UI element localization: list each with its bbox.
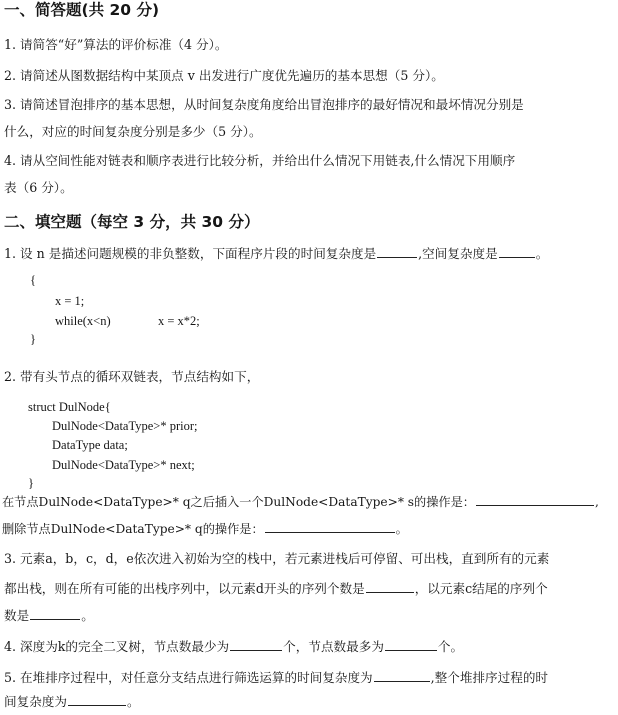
fill-5-text-a: 5. 在堆排序过程中，对任意分支结点进行筛选运算的时间复杂度为 <box>4 670 373 685</box>
fill-3-blank-d-first[interactable] <box>366 580 414 593</box>
section1-title: 一、简答题(共 20 分) <box>4 1 160 19</box>
fill-5-blank-heapsort[interactable] <box>68 693 126 706</box>
code2-line-1: struct DulNode{ <box>28 400 111 414</box>
fill-3-text-d: 。 <box>81 608 94 623</box>
fill-4 <box>4 638 463 656</box>
code1-line-1: { <box>30 273 36 287</box>
fill-2-intro: 2. 带有头节点的循环双链表，节点结构如下， <box>4 369 260 384</box>
fill-4-blank-min[interactable] <box>230 638 282 651</box>
question-2: 2. 请简述从图数据结构中某顶点 v 出发进行广度优先遍历的基本思想（5 分）。 <box>4 68 444 83</box>
fill-3-text-b: ，以元素c结尾的序列个 <box>414 581 548 596</box>
fill-5-line-2 <box>4 693 140 711</box>
fill-2-insert <box>2 493 599 511</box>
fill-1-blank-space[interactable] <box>499 245 535 258</box>
fill-2-insert-end: , <box>595 495 599 509</box>
fill-3-line-1: 3. 元素a，b，c，d，e依次进入初始为空的栈中，若元素进栈后可停留、可出栈，直到所有的元素 <box>4 551 550 566</box>
fill-3-line-3 <box>4 607 94 625</box>
code1-line-3: while(x<n) <box>55 314 111 328</box>
fill-4-text-a: 4. 深度为k的完全二叉树，节点数最少为 <box>4 639 230 654</box>
fill-2-delete <box>2 520 408 538</box>
fill-4-text-c: 个。 <box>437 639 464 654</box>
fill-3-line-2 <box>4 580 548 598</box>
code2-line-4: DulNode<DataType>* next; <box>52 458 195 472</box>
fill-2-blank-delete[interactable] <box>265 520 395 533</box>
fill-2-delete-end: 。 <box>395 522 408 536</box>
question-1: 1. 请简答“好”算法的评价标准（4 分）。 <box>4 37 228 52</box>
fill-1-blank-time[interactable] <box>377 245 417 258</box>
fill-3-text-c: 数是 <box>4 608 30 623</box>
code2-line-5: } <box>28 476 34 490</box>
fill-2-blank-insert[interactable] <box>476 493 594 506</box>
code2-line-3: DataType data; <box>52 438 128 452</box>
fill-2-insert-text: 在节点DulNode<DataType>* q之后插入一个DulNode<DataType>* s的操作是： <box>2 495 475 509</box>
code1-line-2: x = 1; <box>55 294 85 308</box>
fill-4-text-b: 个，节点数最多为 <box>283 639 384 654</box>
code1-line-5: } <box>30 332 36 346</box>
fill-2-delete-text: 删除节点DulNode<DataType>* q的操作是： <box>2 522 264 536</box>
question-3-line-2: 什么，对应的时间复杂度分别是多少（5 分）。 <box>4 124 262 139</box>
code2-line-2: DulNode<DataType>* prior; <box>52 419 198 433</box>
fill-1-text-b: ,空间复杂度是 <box>418 246 498 261</box>
fill-1-text-c: 。 <box>535 246 549 261</box>
question-3-line-1: 3. 请简述冒泡排序的基本思想，从时间复杂度角度给出冒泡排序的最好情况和最坏情况分别是 <box>4 97 524 112</box>
fill-5-text-c: 间复杂度为 <box>4 694 67 709</box>
fill-5-blank-sift[interactable] <box>374 669 430 682</box>
question-4-line-2: 表（6 分）。 <box>4 180 73 195</box>
fill-3-text-a: 都出栈，则在所有可能的出栈序列中，以元素d开头的序列个数是 <box>4 581 365 596</box>
section2-title: 二、填空题（每空 3 分，共 30 分） <box>4 213 260 231</box>
question-4-line-1: 4. 请从空间性能对链表和顺序表进行比较分析，并给出什么情况下用链表,什么情况下用顺序 <box>4 153 516 168</box>
fill-5-text-d: 。 <box>126 694 140 709</box>
fill-5-text-b: ,整个堆排序过程的时 <box>430 670 549 685</box>
fill-4-blank-max[interactable] <box>385 638 437 651</box>
fill-1 <box>4 245 548 263</box>
fill-1-text-a: 1. 设 n 是描述问题规模的非负整数，下面程序片段的时间复杂度是 <box>4 246 377 261</box>
fill-5-line-1 <box>4 669 548 687</box>
fill-3-blank-c-last[interactable] <box>30 607 80 620</box>
code1-line-4: x = x*2; <box>158 314 200 328</box>
